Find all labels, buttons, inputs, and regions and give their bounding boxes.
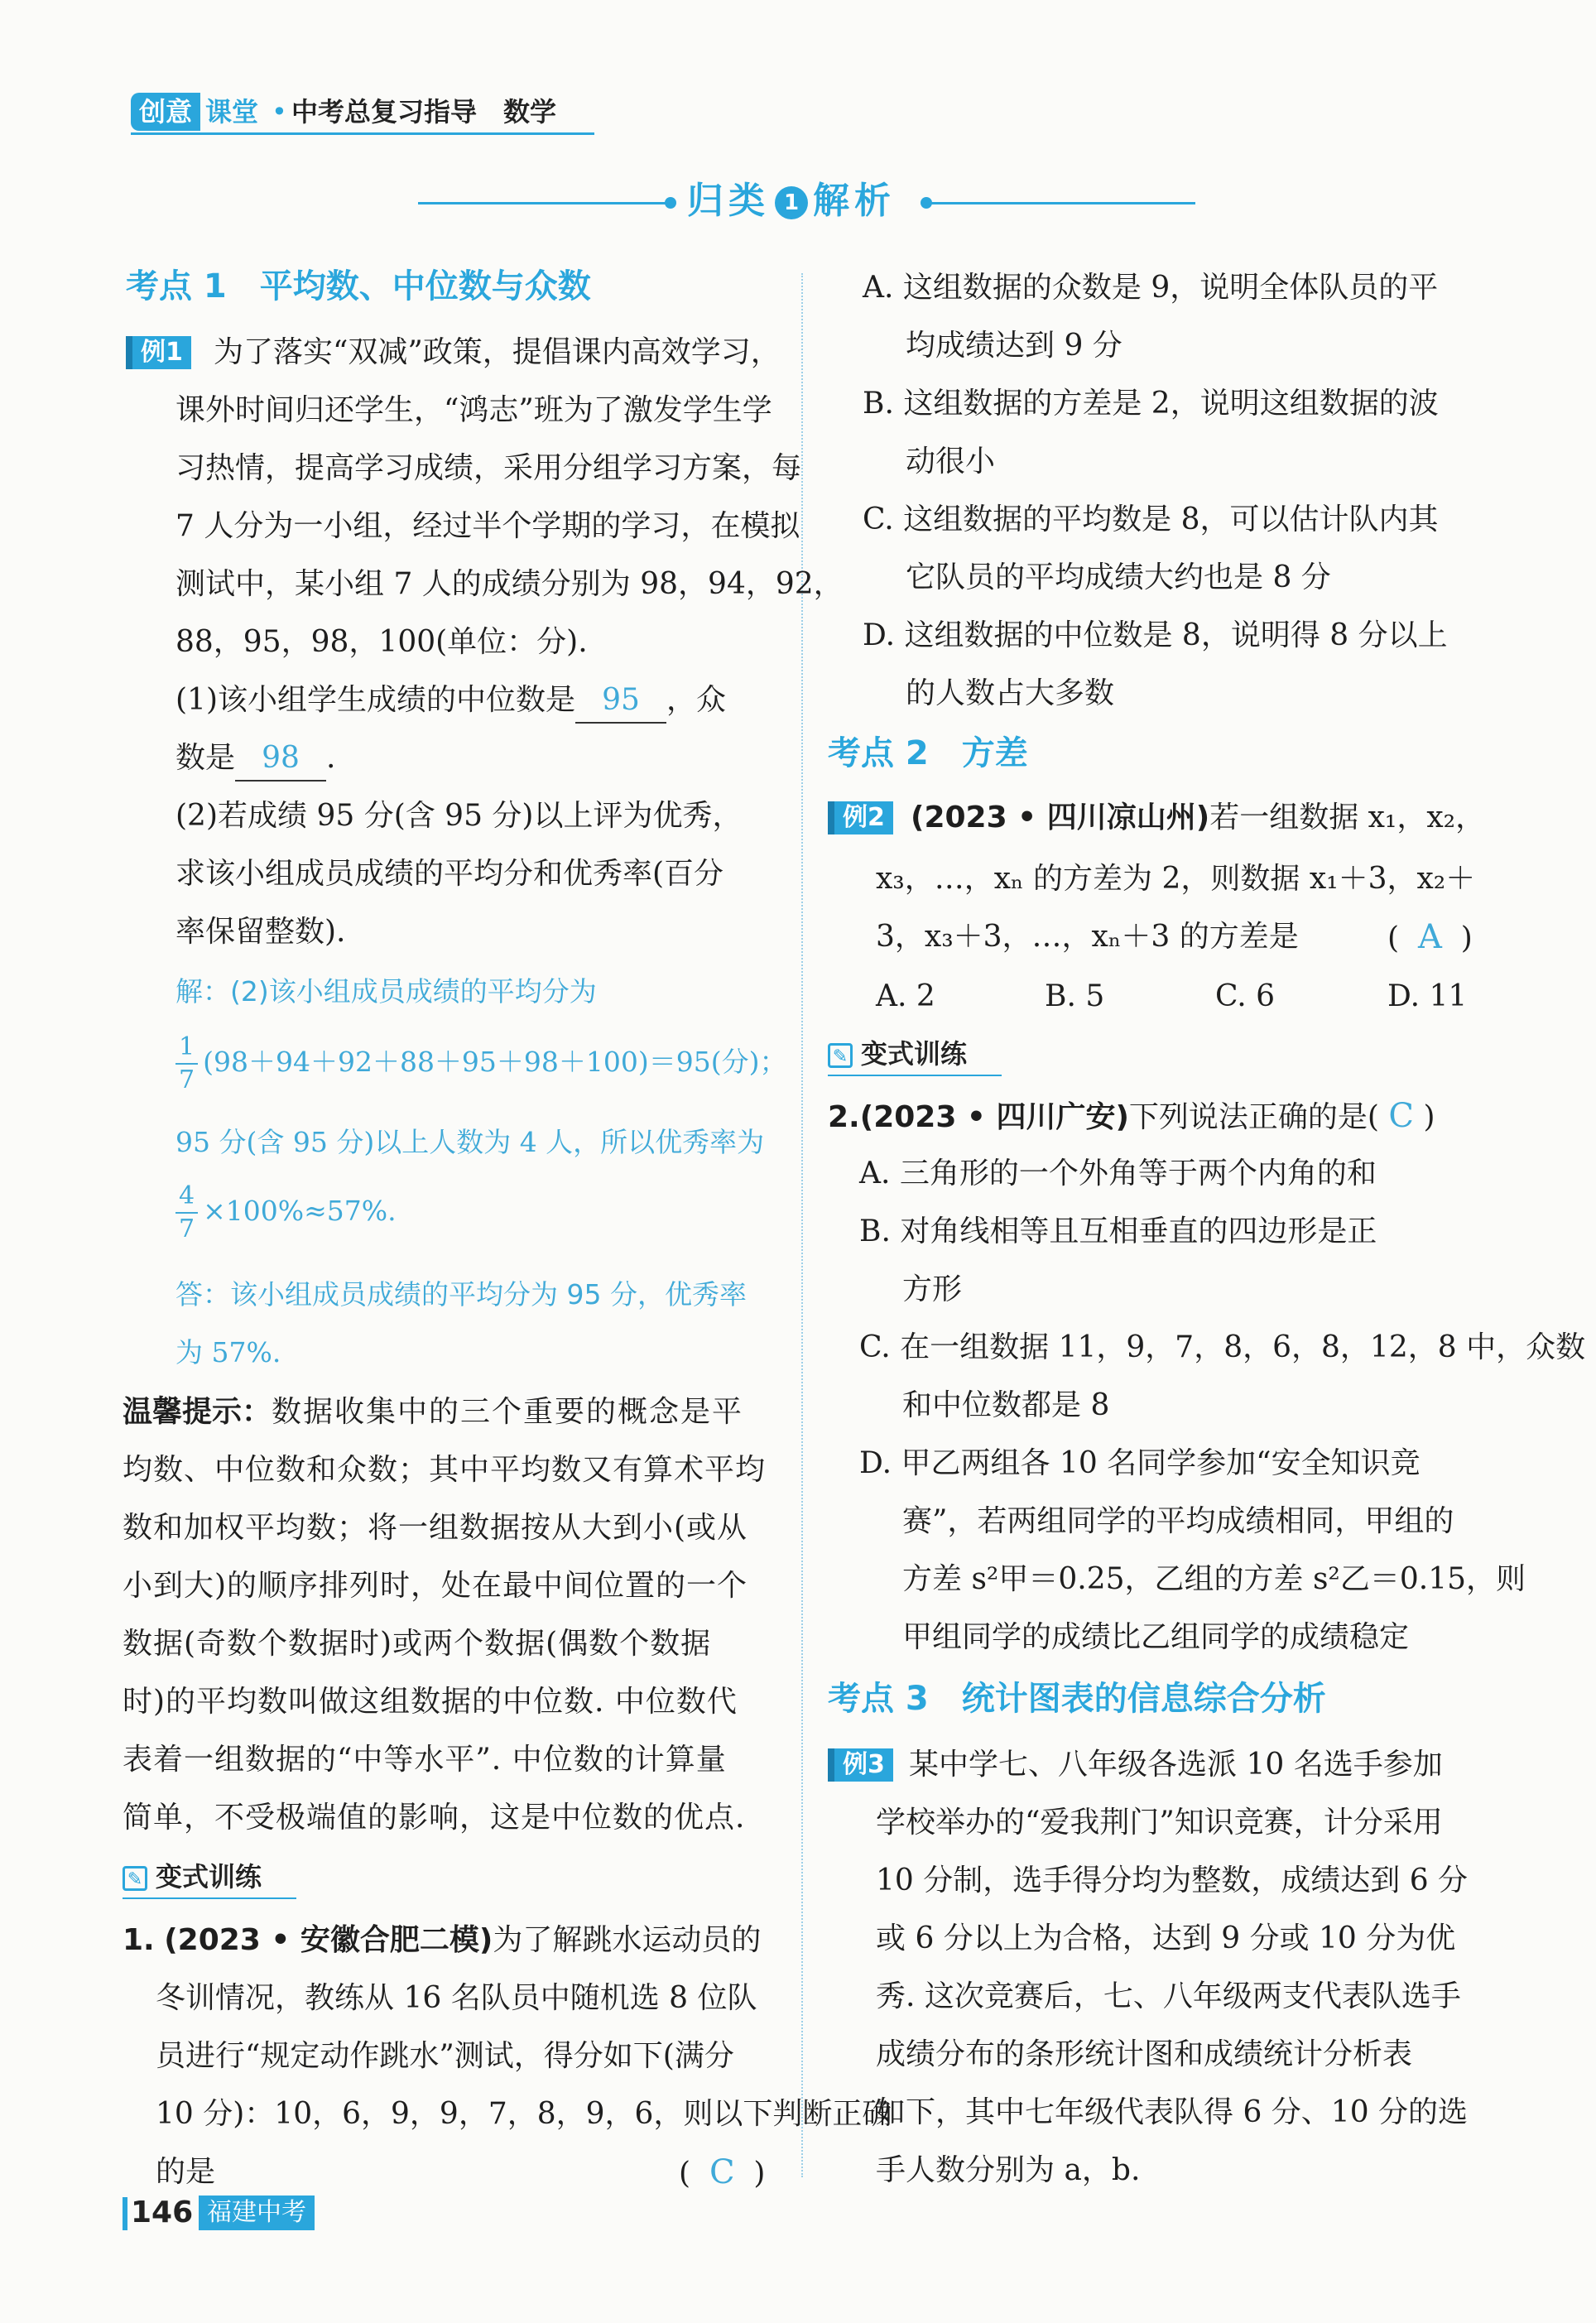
solution-rate-expr: ×100%≈57%. — [203, 1195, 397, 1227]
fraction-numerator: 1 — [175, 1035, 198, 1065]
tip-line-4: 小到大)的顺序排列时，处在最中间位置的一个 — [123, 1569, 748, 1603]
banner-dot-left — [665, 197, 676, 209]
problem-1-first: 为了解跳水运动员的 — [493, 1923, 762, 1957]
question-2-line-1: (2)若成绩 95 分(含 95 分)以上评为优秀， — [175, 799, 743, 833]
example-3-line-6: 成绩分布的条形统计图和成绩统计分析表 — [876, 2037, 1413, 2071]
problem-1-source: (2023 • 安徽合肥二模) — [164, 1923, 493, 1957]
problem-1-line-4: 10 分)：10，6，9，9，7，8，9，6，则以下判断正确 — [156, 2097, 892, 2131]
option-c-line-1: C. 这组数据的平均数是 8，可以估计队内其 — [863, 503, 1439, 536]
banner-left-text: 归类 — [687, 180, 770, 222]
option-d-line-1: D. 这组数据的中位数是 8，说明得 8 分以上 — [863, 618, 1448, 652]
problem-2-option-d-2: 赛”，若两组同学的平均成绩相同，甲组的 — [902, 1504, 1454, 1538]
solution-count-line: 95 分(含 95 分)以上人数为 4 人，所以优秀率为 — [175, 1126, 765, 1158]
page-tag: 福建中考 — [199, 2196, 315, 2230]
question-2-line-3: 率保留整数). — [175, 915, 346, 949]
example-2-answer-bracket: ( A ) — [1387, 918, 1473, 956]
fraction-denominator: 7 — [179, 1065, 195, 1094]
training-label: 变式训练 — [156, 1861, 262, 1893]
option-b-line-2: 动很小 — [906, 445, 996, 479]
banner-line-left — [418, 202, 675, 204]
example-2-first: 若一组数据 x₁，x₂， — [1209, 801, 1486, 834]
training-heading-right — [828, 1035, 967, 1073]
problem-1-line-5: 的是 — [156, 2155, 216, 2189]
fraction-numerator: 4 — [175, 1184, 198, 1214]
option-a-line-2: 均成绩达到 9 分 — [906, 329, 1122, 363]
example-2-option-a: A. 2 — [876, 979, 935, 1013]
problem-2-option-d-1: D. 甲乙两组各 10 名同学参加“安全知识竞 — [859, 1446, 1421, 1480]
example-2-line-1 — [911, 796, 1485, 839]
option-a-line-1: A. 这组数据的众数是 9，说明全体队员的平 — [863, 271, 1439, 305]
page-number-bar — [123, 2197, 127, 2230]
tip-line-2: 均数、中位数和众数；其中平均数又有算术平均 — [123, 1453, 767, 1487]
question-1-mid: ，众 — [666, 683, 727, 717]
tip-line-5: 数据(奇数个数据时)或两个数据(偶数个数据 — [123, 1627, 712, 1661]
problem-2-option-a: A. 三角形的一个外角等于两个内角的和 — [859, 1157, 1377, 1190]
example-1-tag: 例1 — [126, 336, 191, 369]
tip-line-1 — [123, 1391, 743, 1434]
banner-badge: 1 — [775, 186, 808, 219]
example-3-line-1: 某中学七、八年级各选派 10 名选手参加 — [909, 1748, 1443, 1782]
example-3-line-2: 学校举办的“爱我荆门”知识竞赛，计分采用 — [876, 1806, 1443, 1840]
example-3-line-3: 10 分制，选手得分均为整数，成绩达到 6 分 — [876, 1864, 1469, 1897]
example-2-source: (2023 • 四川凉山州) — [911, 801, 1210, 834]
solution-average-expr: (98＋94＋92＋88＋95＋98＋100)＝95(分)； — [203, 1046, 787, 1078]
header-rule — [131, 132, 594, 135]
example-3-tag: 例3 — [828, 1748, 893, 1782]
brand-ketang: 课堂 — [205, 96, 259, 127]
question-1-line — [175, 679, 726, 724]
tip-line-8: 简单，不受极端值的影响，这是中位数的优点. — [123, 1801, 746, 1835]
example-1-line-4: 7 人分为一小组，经过半个学期的学习，在模拟 — [175, 509, 800, 543]
example-2-line-3: 3，x₃＋3，…，xₙ＋3 的方差是 — [876, 920, 1299, 954]
training-rule-left — [123, 1897, 296, 1899]
example-2-option-c: C. 6 — [1215, 979, 1276, 1013]
problem-2-number: 2. — [828, 1100, 860, 1134]
problem-2-answer: C — [1388, 1097, 1415, 1135]
column-divider — [801, 273, 803, 2177]
example-1-line-5: 测试中，某小组 7 人的成绩分别为 98，94，92， — [175, 567, 844, 601]
problem-2-option-d-3: 方差 s²甲＝0.25，乙组的方差 s²乙＝0.15，则 — [902, 1562, 1526, 1596]
example-3-line-4: 或 6 分以上为合格，达到 9 分或 10 分为优 — [876, 1921, 1456, 1955]
solution-rate-line — [175, 1181, 397, 1243]
tip-line-6: 时)的平均数叫做这组数据的中位数. 中位数代 — [123, 1685, 738, 1719]
problem-2-line-1 — [828, 1094, 1435, 1139]
brand-pill: 创意 — [131, 93, 200, 131]
banner-right-text: 解析 — [813, 180, 896, 222]
problem-2-option-c-2: 和中位数都是 8 — [902, 1388, 1110, 1422]
problem-2-first: 下列说法正确的是( — [1128, 1100, 1379, 1134]
kaodian-1-heading: 考点 1 平均数、中位数与众数 — [126, 267, 591, 305]
training-label: 变式训练 — [861, 1038, 968, 1070]
question-1-line-2 — [175, 737, 335, 782]
header-title: 中考总复习指导 数学 — [291, 96, 557, 127]
brand-dot: • — [272, 96, 287, 127]
problem-1-line-2: 冬训情况，教练从 16 名队员中随机选 8 位队 — [156, 1981, 757, 2015]
option-c-line-2: 它队员的平均成绩大约也是 8 分 — [906, 560, 1331, 594]
problem-2-option-b-2: 方形 — [902, 1272, 963, 1306]
problem-2-option-c-1: C. 在一组数据 11，9，7，8，6，8，12，8 中，众数 — [859, 1330, 1586, 1364]
problem-1-line-1 — [123, 1919, 761, 1962]
example-2-answer: A — [1417, 918, 1442, 956]
example-2-option-d: D. 11 — [1387, 979, 1468, 1013]
problem-2-option-d-4: 甲组同学的成绩比乙组同学的成绩稳定 — [902, 1620, 1410, 1654]
question-1-end: . — [326, 741, 336, 775]
problem-2-close: ) — [1423, 1100, 1435, 1134]
answer-line-1: 答：该小组成员成绩的平均分为 95 分，优秀率 — [175, 1278, 747, 1311]
banner-line-right — [930, 202, 1195, 204]
example-2-line-2: x₃，…，xₙ 的方差为 2，则数据 x₁＋3，x₂＋ — [876, 862, 1476, 896]
question-1-text: (1)该小组学生成绩的中位数是 — [175, 683, 575, 717]
training-heading-left — [123, 1858, 262, 1896]
example-1-line-2: 课外时间归还学生，“鸿志”班为了激发学生学 — [175, 393, 772, 427]
question-1-text-2: 数是 — [175, 741, 236, 775]
tip-line-7: 表着一组数据的“中等水平”. 中位数的计算量 — [123, 1743, 727, 1777]
problem-1-number: 1. — [123, 1923, 155, 1957]
kaodian-3-heading: 考点 3 统计图表的信息综合分析 — [828, 1680, 1326, 1718]
answer-median: 95 — [575, 679, 666, 724]
example-2-option-b: B. 5 — [1045, 979, 1105, 1013]
problem-1-line-3: 员进行“规定动作跳水”测试，得分如下(满分 — [156, 2039, 734, 2073]
fraction-one-seventh — [175, 1032, 198, 1094]
problem-2-source: (2023 • 四川广安) — [859, 1100, 1129, 1134]
pencil-icon: ✎ — [123, 1866, 147, 1891]
example-1-line-6: 88，95，98，100(单位：分). — [175, 625, 588, 659]
tip-heading: 温馨提示： — [123, 1395, 272, 1429]
problem-2-option-b-1: B. 对角线相等且互相垂直的四边形是正 — [859, 1214, 1377, 1248]
option-d-line-2: 的人数占大多数 — [906, 676, 1115, 710]
problem-1-answer: C — [709, 2153, 735, 2191]
kaodian-2-heading: 考点 2 方差 — [828, 734, 1028, 772]
option-b-line-1: B. 这组数据的方差是 2，说明这组数据的波 — [863, 387, 1439, 421]
fraction-four-sevenths — [175, 1181, 198, 1243]
tip-text-1: 数据收集中的三个重要的概念是平 — [272, 1395, 744, 1429]
answer-mode: 98 — [235, 737, 326, 782]
question-2-line-2: 求该小组成员成绩的平均分和优秀率(百分 — [175, 857, 724, 891]
page-number: 146 — [131, 2196, 194, 2229]
answer-line-2: 为 57%. — [175, 1336, 281, 1368]
fraction-denominator: 7 — [179, 1214, 195, 1243]
problem-1-answer-bracket: ( C ) — [679, 2153, 766, 2191]
section-banner — [687, 176, 896, 227]
example-2-tag: 例2 — [828, 801, 893, 834]
tip-line-3: 数和加权平均数；将一组数据按从大到小(或从 — [123, 1511, 748, 1545]
pencil-icon: ✎ — [828, 1043, 853, 1068]
solution-average-line — [175, 1032, 787, 1094]
example-3-line-5: 秀. 这次竞赛后，七、八年级两支代表队选手 — [876, 1979, 1461, 2013]
example-1-line-1: 为了落实“双减”政策，提倡课内高效学习， — [214, 335, 781, 369]
solution-head: 解：(2)该小组成员成绩的平均分为 — [175, 975, 597, 1008]
example-3-line-7: 如下，其中七年级代表队得 6 分、10 分的选 — [876, 2095, 1469, 2129]
example-3-line-8: 手人数分别为 a，b. — [876, 2153, 1141, 2187]
example-1-line-3: 习热情，提高学习成绩，采用分组学习方案，每 — [175, 451, 802, 485]
training-rule-right — [828, 1075, 1002, 1076]
